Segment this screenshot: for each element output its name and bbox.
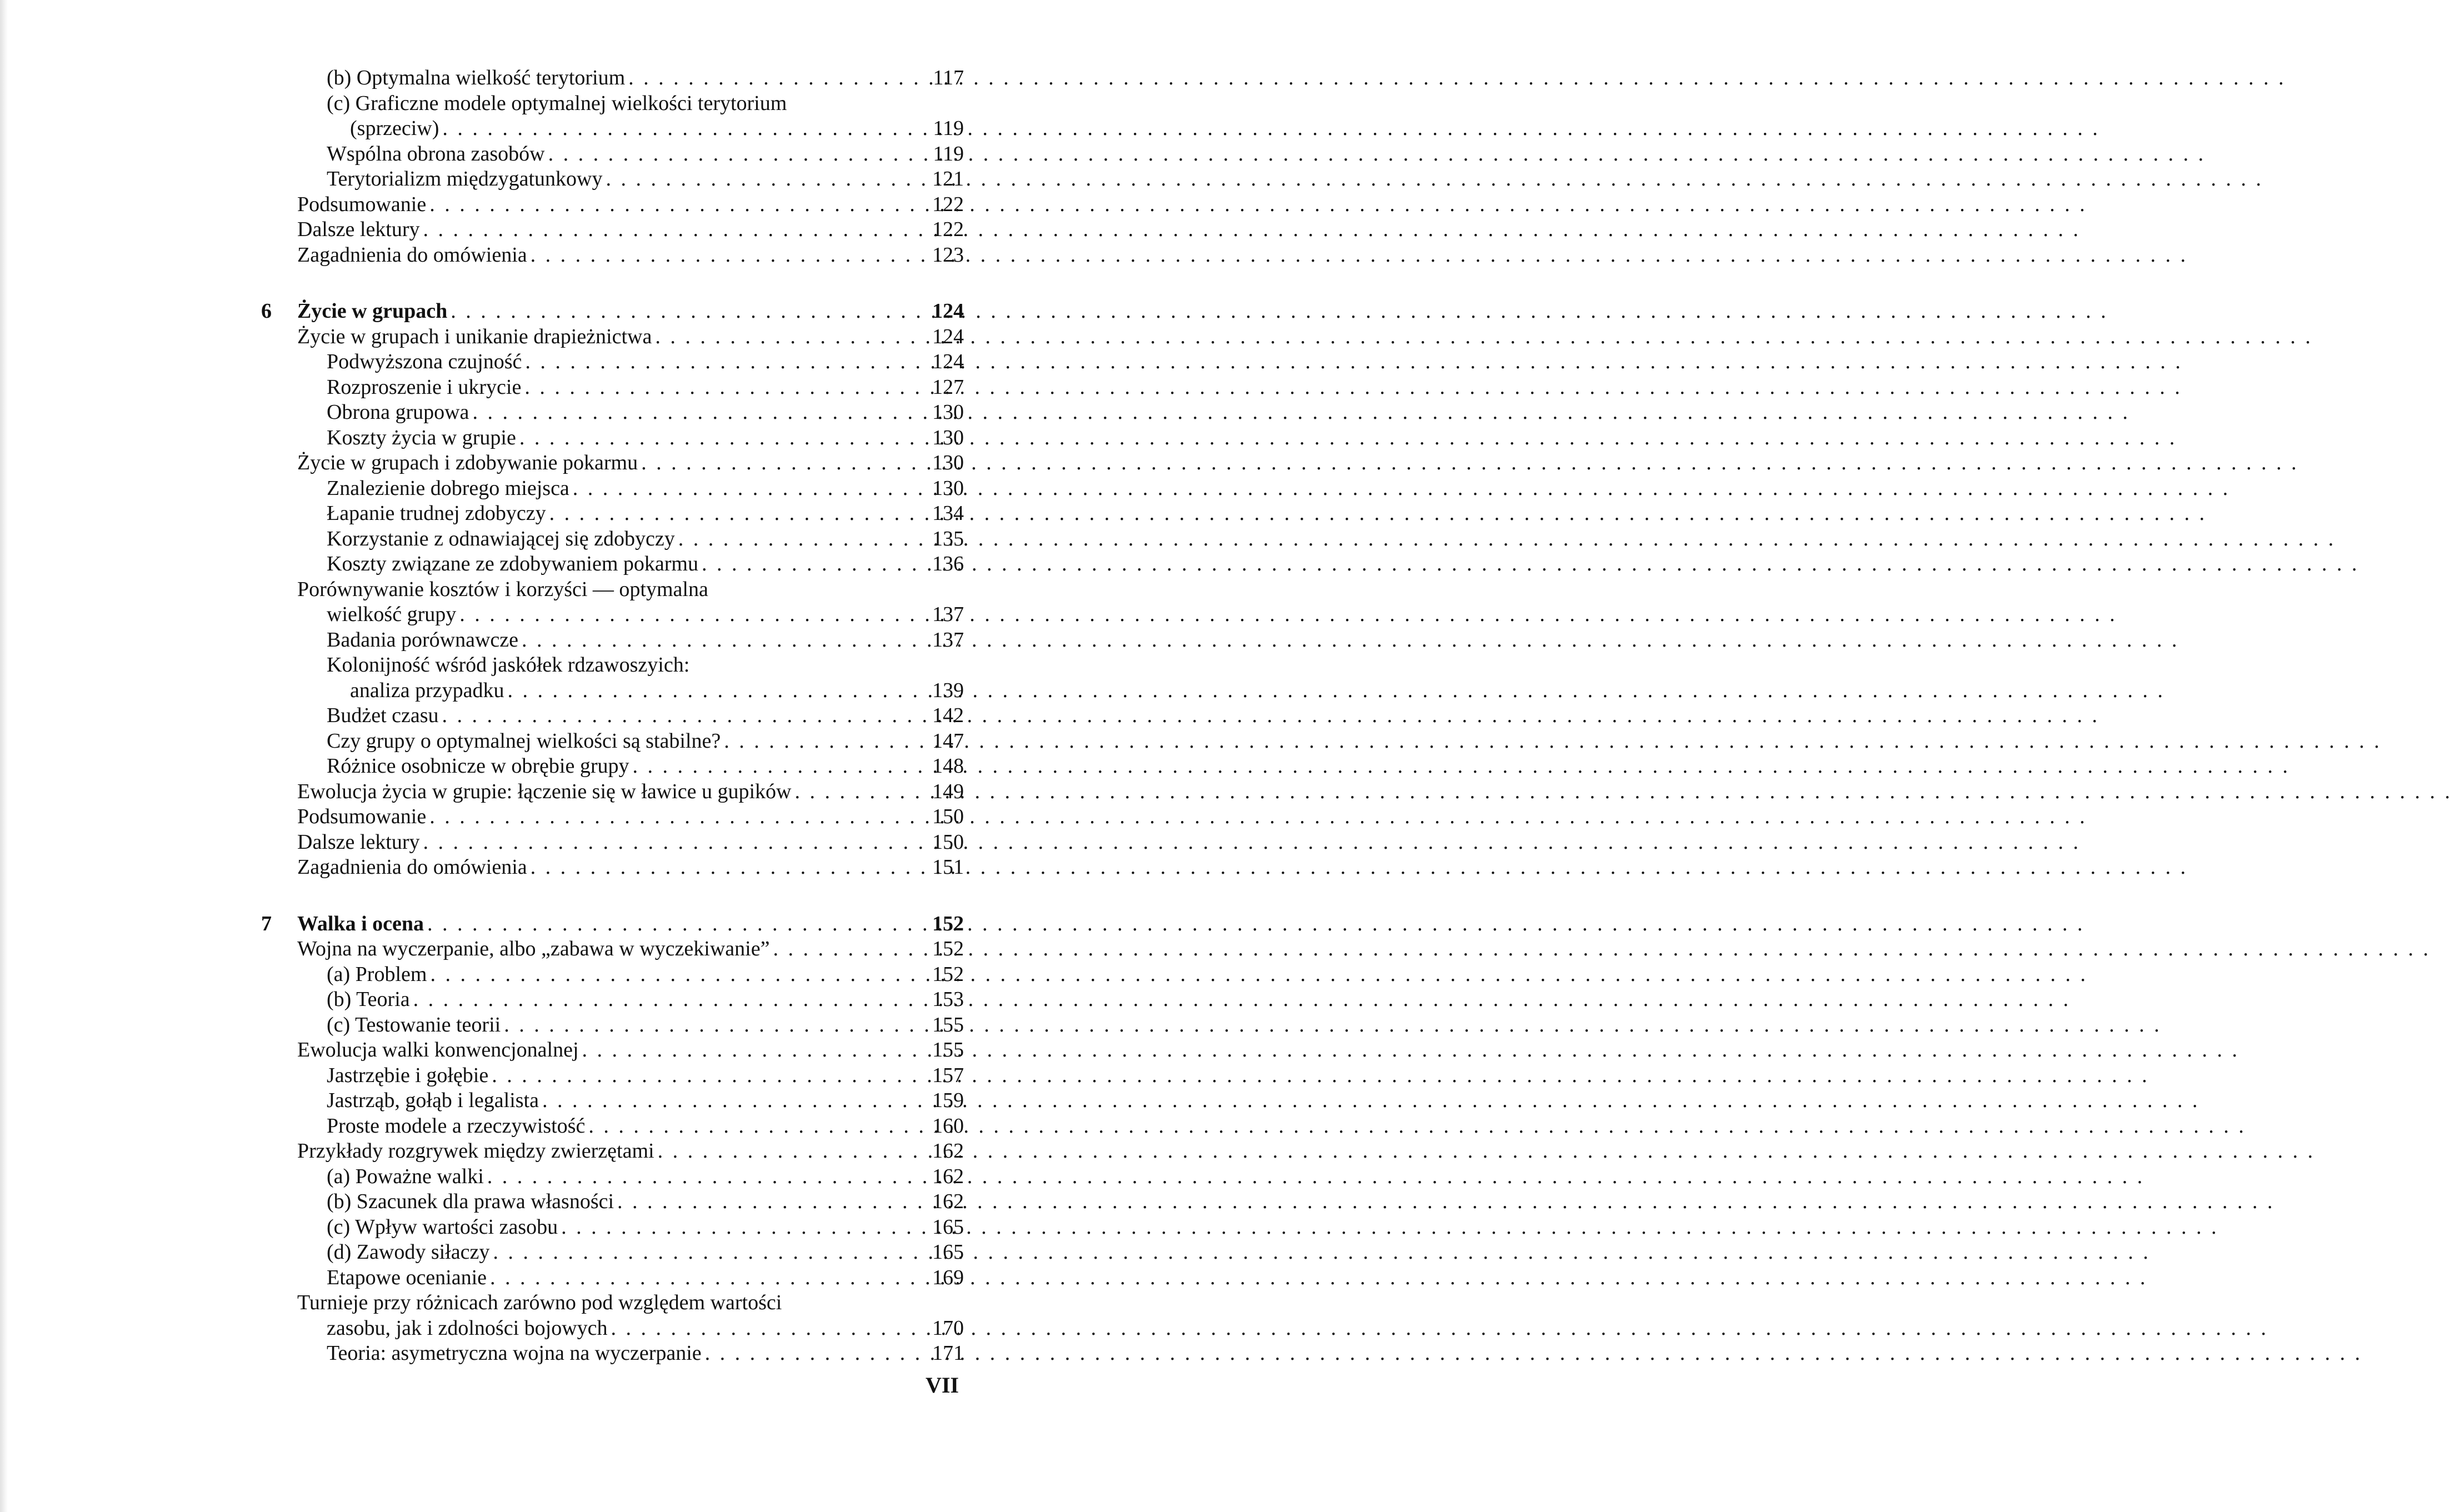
entry-title: Rozproszenie i ukrycie — [327, 375, 522, 399]
entry-page-number: 119 — [933, 117, 964, 140]
entry-page-number: 171 — [932, 1341, 964, 1365]
entry-title: Zagadnienia do omówienia — [297, 243, 527, 267]
entry-title: Łapanie trudnej zdobyczy — [327, 502, 546, 525]
scan-edge-shadow — [0, 0, 8, 1512]
dot-leader — [501, 1013, 922, 1038]
entry-title: Obrona grupowa — [327, 400, 469, 424]
entry-page-number: 124 — [932, 299, 964, 323]
toc-entry — [261, 1013, 964, 1038]
toc-entry — [261, 703, 964, 729]
entry-title: Podsumowanie — [297, 805, 427, 828]
entry-title: (b) Optymalna wielkość terytorium — [327, 66, 626, 89]
toc-entry — [261, 937, 964, 962]
entry-title: zasobu, jak i zdolności bojowych — [327, 1316, 608, 1340]
entry-page-number: 162 — [932, 1164, 964, 1188]
dot-leader — [426, 192, 922, 218]
entry-title: Jastrzębie i gołębie — [327, 1063, 489, 1087]
entry-page-number: 127 — [932, 375, 964, 399]
entry-page-number: 124 — [932, 324, 964, 348]
entry-page-number: 136 — [932, 552, 964, 575]
entry-title: (c) Wpływ wartości zasobu — [327, 1215, 558, 1239]
toc-entry — [261, 628, 964, 653]
entry-page-number: 153 — [932, 988, 964, 1011]
entry-title: Koszty życia w grupie — [327, 425, 516, 449]
entry-title: Badania porównawcze — [327, 628, 519, 652]
dot-leader — [698, 552, 922, 577]
toc-entry — [261, 1215, 964, 1240]
toc-chapter-6 — [261, 299, 964, 880]
dot-leader — [488, 1063, 922, 1089]
entry-title: analiza przypadku — [350, 678, 504, 702]
toc-entry — [261, 116, 964, 142]
entry-title: Kolonijność wśród jaskółek rdzawoszyich: — [327, 653, 690, 677]
entry-page-number: 165 — [932, 1215, 964, 1239]
dot-leader — [522, 349, 922, 375]
dot-leader — [545, 142, 922, 167]
toc-block-chapter5-end — [261, 66, 964, 268]
dot-leader — [675, 527, 922, 552]
dot-leader — [487, 1265, 922, 1291]
toc-entry — [261, 476, 964, 502]
toc-entry — [261, 804, 964, 830]
entry-page-number: 122 — [932, 218, 964, 241]
dot-leader — [489, 1240, 922, 1265]
entry-title: Terytorializm międzygatunkowy — [327, 167, 603, 191]
entry-title: Dalsze lektury — [297, 830, 420, 854]
entry-title: Budżet czasu — [327, 704, 439, 727]
entry-title: Wojna na wyczerpanie, albo „zabawa w wyczekiwanie” — [297, 937, 770, 960]
toc-entry — [261, 167, 964, 192]
entry-title: Podsumowanie — [297, 192, 427, 216]
dot-leader — [484, 1164, 922, 1190]
toc-entry — [261, 754, 964, 779]
entry-title: Ewolucja walki konwencjonalnej — [297, 1038, 579, 1062]
entry-title: (b) Szacunek dla prawa własności — [327, 1190, 614, 1213]
entry-title: (c) Testowanie teorii — [327, 1013, 501, 1037]
toc-entry — [261, 1265, 964, 1291]
dot-leader — [447, 299, 922, 324]
dot-leader — [504, 678, 922, 704]
toc-entry — [261, 653, 964, 678]
entry-page-number: 137 — [932, 628, 964, 652]
dot-leader — [585, 1114, 922, 1139]
dot-leader — [614, 1189, 922, 1215]
entry-page-number: 123 — [932, 243, 964, 267]
toc-entry — [261, 243, 964, 268]
toc-entry — [261, 678, 964, 704]
entry-page-number: 151 — [932, 855, 964, 879]
entry-page-number: 152 — [932, 912, 964, 935]
dot-leader — [439, 116, 922, 142]
entry-page-number: 169 — [932, 1265, 964, 1289]
chapter-number: 6 — [261, 299, 272, 323]
entry-title: Życie w grupach — [297, 299, 448, 323]
toc-entry — [261, 1139, 964, 1164]
dot-leader — [469, 400, 922, 425]
toc-entry — [261, 66, 964, 91]
dot-leader — [521, 375, 922, 400]
toc-entry — [261, 987, 964, 1013]
entry-title: (a) Poważne walki — [327, 1164, 484, 1188]
entry-page-number: 170 — [932, 1316, 964, 1340]
entry-title: (c) Graficzne modele optymalnej wielkości terytorium — [327, 91, 787, 115]
dot-leader — [426, 804, 922, 830]
entry-page-number: 147 — [932, 729, 964, 753]
toc-entry — [261, 425, 964, 451]
dot-leader — [546, 501, 922, 527]
toc-entry — [261, 1290, 964, 1316]
entry-title: Teoria: asymetryczna wojna na wyczerpanie — [327, 1341, 702, 1365]
toc-entry — [261, 1240, 964, 1265]
toc-chapter-7 — [261, 912, 964, 1366]
entry-page-number: 121 — [932, 167, 964, 191]
entry-page-number: 152 — [932, 937, 964, 960]
entry-page-number: 149 — [932, 779, 964, 803]
dot-leader — [721, 729, 922, 754]
entry-page-number: 137 — [932, 603, 964, 626]
entry-title: Życie w grupach i unikanie drapieżnictwa — [297, 324, 652, 348]
toc-entry — [261, 552, 964, 577]
book-page — [0, 0, 1029, 1512]
dot-leader — [629, 754, 922, 779]
entry-page-number: 155 — [932, 1038, 964, 1062]
entry-title: Etapowe ocenianie — [327, 1265, 487, 1289]
dot-leader — [539, 1088, 922, 1114]
toc-entry — [261, 527, 964, 552]
entry-title: Zagadnienia do omówienia — [297, 855, 527, 879]
entry-title: Czy grupy o optymalnej wielkości są stabilne? — [327, 729, 721, 753]
dot-leader — [456, 602, 922, 628]
dot-leader — [602, 167, 922, 192]
entry-page-number: 152 — [932, 962, 964, 986]
entry-page-number: 160 — [932, 1114, 964, 1138]
chapter-number: 7 — [261, 912, 272, 935]
entry-page-number: 162 — [932, 1139, 964, 1163]
entry-title: (sprzeciw) — [350, 117, 439, 140]
dot-leader — [702, 1341, 922, 1366]
dot-leader — [569, 476, 922, 502]
toc-entry — [261, 375, 964, 400]
toc-entry — [261, 501, 964, 527]
dot-leader — [769, 937, 922, 962]
entry-page-number: 117 — [933, 66, 964, 89]
entry-title: (a) Problem — [327, 962, 427, 986]
entry-page-number: 150 — [932, 830, 964, 854]
section-gap — [261, 880, 964, 912]
entry-page-number: 159 — [932, 1089, 964, 1112]
toc-entry — [261, 142, 964, 167]
dot-leader — [608, 1316, 922, 1341]
toc-entry — [261, 577, 964, 603]
entry-title: (b) Teoria — [327, 988, 410, 1011]
toc-entry — [261, 779, 964, 805]
entry-title: Dalsze lektury — [297, 218, 420, 241]
dot-leader — [652, 324, 922, 350]
toc-entry — [261, 217, 964, 243]
entry-page-number: 130 — [932, 451, 964, 474]
toc-entry — [261, 192, 964, 218]
dot-leader — [527, 243, 922, 268]
dot-leader — [654, 1139, 922, 1164]
toc-entry — [261, 729, 964, 754]
dot-leader — [439, 703, 922, 729]
dot-leader — [410, 987, 922, 1013]
dot-leader — [625, 66, 922, 91]
dot-leader — [420, 830, 922, 855]
entry-title: (d) Zawody siłaczy — [327, 1240, 490, 1264]
toc-entry — [261, 830, 964, 855]
entry-page-number: 124 — [932, 350, 964, 373]
dot-leader — [420, 217, 922, 243]
toc-entry — [261, 855, 964, 880]
entry-title: Porównywanie kosztów i korzyści — optymalna — [297, 577, 708, 601]
toc-entry — [261, 1189, 964, 1215]
dot-leader — [792, 779, 922, 805]
dot-leader — [424, 912, 922, 937]
entry-page-number: 157 — [932, 1063, 964, 1087]
section-gap — [261, 268, 964, 299]
entry-page-number: 130 — [932, 476, 964, 500]
entry-title: Koszty związane ze zdobywaniem pokarmu — [327, 552, 698, 575]
entry-page-number: 155 — [932, 1013, 964, 1037]
toc-chapter-heading — [261, 912, 964, 937]
entry-title: Proste modele a rzeczywistość — [327, 1114, 586, 1138]
entry-page-number: 130 — [932, 425, 964, 449]
entry-title: Korzystanie z odnawiającej się zdobyczy — [327, 527, 675, 550]
toc-entry — [261, 349, 964, 375]
table-of-contents — [261, 66, 964, 1366]
dot-leader — [427, 962, 922, 988]
entry-page-number: 139 — [932, 678, 964, 702]
entry-page-number: 165 — [932, 1240, 964, 1264]
entry-title: Walka i ocena — [297, 912, 424, 935]
entry-title: Turnieje przy różnicach zarówno pod względem wartości — [297, 1291, 782, 1314]
entry-title: Życie w grupach i zdobywanie pokarmu — [297, 451, 638, 474]
toc-entry — [261, 91, 964, 117]
entry-page-number: 150 — [932, 805, 964, 828]
toc-entry — [261, 1038, 964, 1063]
entry-page-number: 148 — [932, 754, 964, 778]
toc-entry — [261, 1114, 964, 1139]
entry-page-number: 162 — [932, 1190, 964, 1213]
entry-title: Przykłady rozgrywek między zwierzętami — [297, 1139, 654, 1163]
entry-page-number: 135 — [932, 527, 964, 550]
page-number-folio: VII — [925, 1373, 959, 1398]
dot-leader — [516, 425, 922, 451]
toc-entry — [261, 324, 964, 350]
dot-leader — [638, 450, 922, 476]
entry-title: Różnice osobnicze w obrębie grupy — [327, 754, 629, 778]
entry-title: Ewolucja życia w grupie: łączenie się w ławice u gupików — [297, 779, 792, 803]
entry-page-number: 134 — [932, 502, 964, 525]
toc-entry — [261, 602, 964, 628]
toc-entry — [261, 962, 964, 988]
dot-leader — [579, 1038, 922, 1063]
entry-title: wielkość grupy — [327, 603, 457, 626]
entry-page-number: 130 — [932, 400, 964, 424]
toc-entry — [261, 450, 964, 476]
entry-title: Jastrząb, gołąb i legalista — [327, 1089, 539, 1112]
toc-entry — [261, 1316, 964, 1341]
entry-page-number: 119 — [933, 142, 964, 166]
entry-title: Podwyższona czujność — [327, 350, 522, 373]
toc-chapter-heading — [261, 299, 964, 324]
toc-entry — [261, 1164, 964, 1190]
entry-title: Znalezienie dobrego miejsca — [327, 476, 569, 500]
dot-leader — [558, 1215, 922, 1240]
toc-entry — [261, 1088, 964, 1114]
toc-entry — [261, 1341, 964, 1366]
toc-entry — [261, 1063, 964, 1089]
entry-title: Wspólna obrona zasobów — [327, 142, 545, 166]
toc-entry — [261, 400, 964, 425]
entry-page-number: 122 — [932, 192, 964, 216]
entry-page-number: 142 — [932, 704, 964, 727]
dot-leader — [527, 855, 922, 880]
dot-leader — [518, 628, 922, 653]
